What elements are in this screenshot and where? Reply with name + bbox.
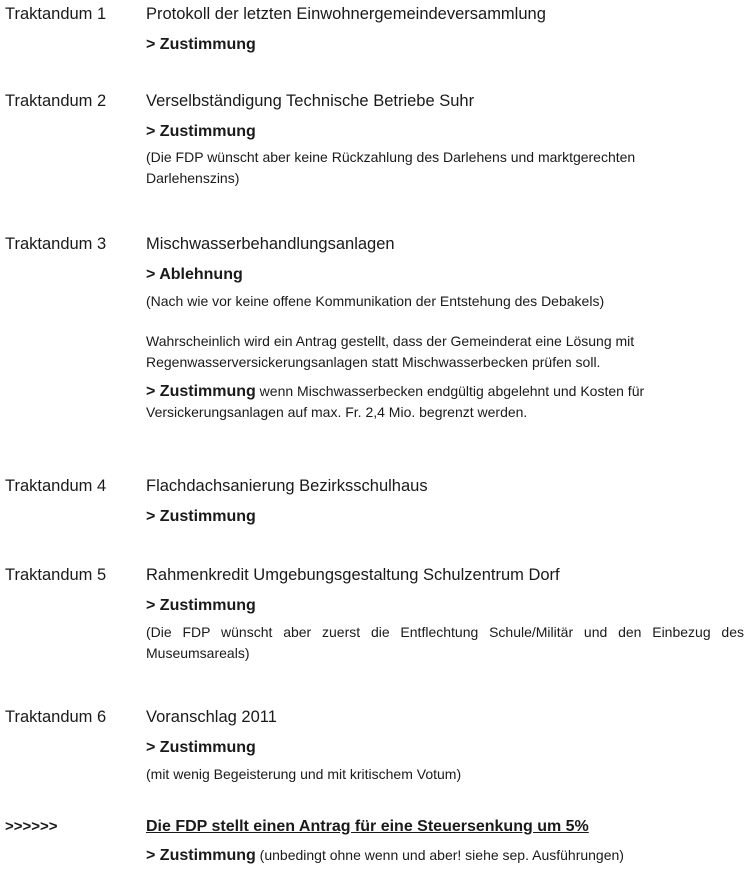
item-label: Traktandum 1 xyxy=(5,5,107,23)
conditional-vote-text: wenn Mischwasserbecken endgültig abgelehnt und Kosten für Versickerungsanlagen auf max. Fr. 2,4 Mio. begrenzt werden. xyxy=(146,383,645,420)
item-title: Flachdachsanierung Bezirksschulhaus xyxy=(146,477,428,495)
item-label: Traktandum 6 xyxy=(5,708,107,726)
item-vote: > Zustimmung xyxy=(146,739,256,756)
item-title: Rahmenkredit Umgebungsgestaltung Schulzentrum Dorf xyxy=(146,566,560,584)
item-title: Protokoll der letzten Einwohnergemeindeversammlung xyxy=(146,5,546,23)
item-vote: > Zustimmung xyxy=(146,123,256,140)
item-note: (Die FDP wünscht aber zuerst die Entflechtung Schule/Militär und den Einbezug des Museumsareals) xyxy=(146,624,744,661)
item-vote: > Zustimmung xyxy=(146,36,256,53)
item-title: Voranschlag 2011 xyxy=(146,708,277,726)
item-vote: > Zustimmung xyxy=(146,508,256,525)
item-paragraph: Wahrscheinlich wird ein Antrag gestellt, dass der Gemeinderat eine Lösung mit Regenwasserversickerungsanlagen statt Mischwasserbecken prüfen soll. xyxy=(146,333,635,370)
item-vote: > Zustimmung xyxy=(146,597,256,614)
item-note: (Nach wie vor keine offene Kommunikation der Entstehung des Debakels) xyxy=(146,293,605,309)
item-conditional-vote xyxy=(146,381,744,423)
item-label: Traktandum 2 xyxy=(5,92,107,110)
final-title: Die FDP stellt einen Antrag für eine Steuersenkung um 5% xyxy=(146,818,589,835)
final-vote-text: (unbedingt ohne wenn und aber! siehe sep. Ausführungen) xyxy=(255,847,624,863)
item-label: Traktandum 3 xyxy=(5,235,107,253)
item-title: Mischwasserbehandlungsanlagen xyxy=(146,235,395,253)
item-label: Traktandum 4 xyxy=(5,477,107,495)
item-title: Verselbständigung Technische Betriebe Suhr xyxy=(146,92,475,110)
final-marker: >>>>>> xyxy=(5,818,58,835)
final-vote-line xyxy=(146,845,744,866)
conditional-vote-label: > Zustimmung xyxy=(146,383,256,400)
final-vote: > Zustimmung xyxy=(146,847,256,864)
item-vote: > Ablehnung xyxy=(146,266,243,283)
item-note: (mit wenig Begeisterung und mit kritischem Votum) xyxy=(146,766,462,782)
item-note: (Die FDP wünscht aber keine Rückzahlung des Darlehens und marktgerechten Darlehenszins) xyxy=(146,149,636,186)
item-label: Traktandum 5 xyxy=(5,566,107,584)
